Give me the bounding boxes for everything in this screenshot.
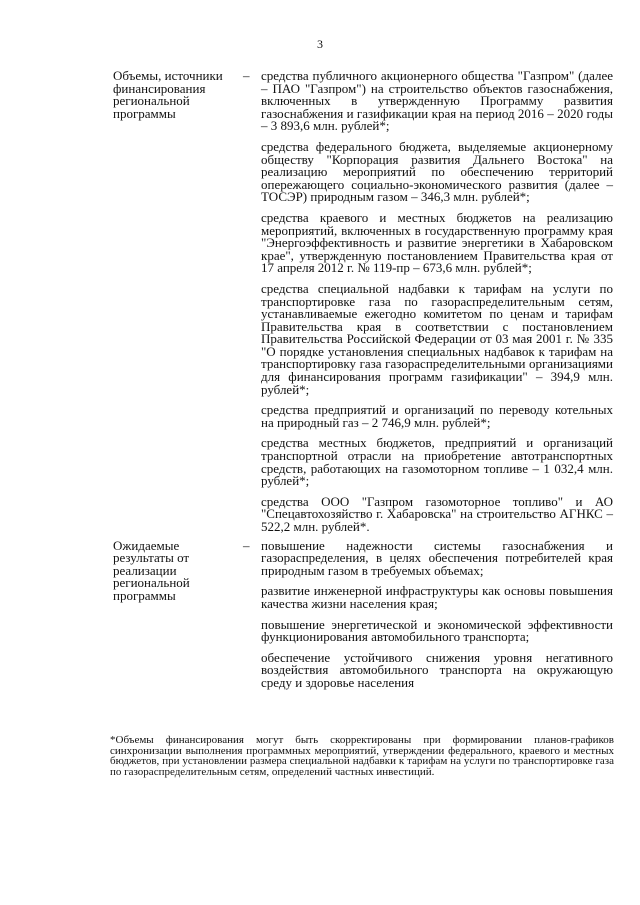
page-number: 3	[317, 37, 323, 51]
footnote: *Объемы финансирования могут быть скорректированы при формировании планов-графиков синхронизации выполнения программных мероприятий, утверждении федерального, краевого и местных бюджетов, при установлении размера специальной надбавки к тарифам на услуги по транспортировке газа по газораспределительным сетям, определений частных инвестиций.	[110, 734, 614, 778]
financing-item: средства ООО "Газпром газомоторное топливо" и АО "Спецавтохозяйство г. Хабаровска" на строительство АГНКС – 522,2 млн. рублей*.	[261, 493, 613, 534]
result-item: обеспечение устойчивого снижения уровня негативного воздействия автомобильного транспорта на окружающую среду и здоровье населения	[261, 649, 613, 690]
result-item: повышение надежности системы газоснабжения и газораспределения, в целях обеспечения потребителей края природным газом в требуемых объемах;	[261, 537, 613, 578]
financing-label: Объемы, источники финансирования региональной программы	[113, 68, 223, 121]
financing-item: средства краевого и местных бюджетов на реализацию мероприятий, включенных в государственную программу края "Энергоэффективность и развитие энергетики в Хабаровском крае", утвержденную постановлением Правительства края от 17 апреля 2012 г. № 119-пр – 673,6 млн. рублей*;	[261, 209, 613, 276]
financing-item: средства местных бюджетов, предприятий и организаций транспортной отрасли на приобретение автотранспортных средств, работающих на газомоторном топливе – 1 032,4 млн. рублей*;	[261, 435, 613, 489]
financing-item: средства предприятий и организаций по переводу котельных на природный газ – 2 746,9 млн. рублей*;	[261, 402, 613, 430]
financing-item: средства федерального бюджета, выделяемые акционерному обществу "Корпорация развития Дальнего Востока" на реализацию мероприятий по обеспечению территорий опережающего социально-экономического развития (далее – ТОСЭР) природным газом – 346,3 млн. рублей*;	[261, 138, 613, 205]
financing-item: средства специальной надбавки к тарифам на услуги по транспортировке газа по газораспределительным сетям, устанавливаемые ежегодно комитетом по ценам и тарифам Правительства края в соответствии с постановлением Правительства Российской Федерации от 03 мая 2001 г. № 335 "О порядке установления специальных надбавок к тарифам на транспортировку газа газораспределительными организациями для финансирования программ газификации" – 394,9 млн. рублей*;	[261, 280, 613, 397]
financing-item: средства публичного акционерного общества "Газпром" (далее – ПАО "Газпром") на строительство объектов газоснабжения, включенных в утвержденную Программу развития газоснабжения и газификации края на период 2016 – 2020 годы – 3 893,6 млн. рублей*;	[261, 68, 613, 134]
dash: –	[243, 537, 250, 553]
financing-items	[261, 70, 613, 540]
result-item: развитие инженерной инфраструктуры как основы повышения качества жизни населения края;	[261, 583, 613, 611]
result-item: повышение энергетической и экономической эффективности функционирования автомобильного транспорта;	[261, 616, 613, 645]
dash: –	[243, 68, 250, 83]
program-passport-table	[113, 70, 613, 696]
results-section	[113, 537, 613, 696]
results-items	[261, 537, 613, 696]
results-label: Ожидаемые результаты от реализации региональной программы	[113, 537, 190, 603]
financing-section	[113, 70, 613, 540]
